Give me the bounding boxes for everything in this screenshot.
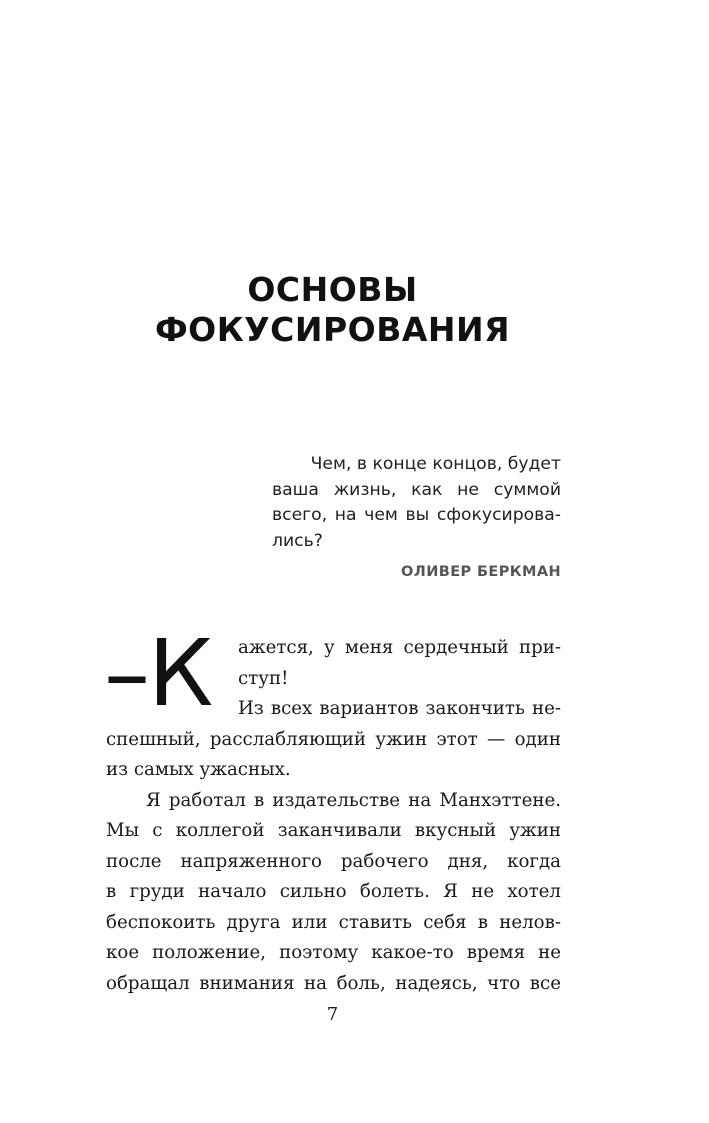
body-line: ажется, у меня сердечный при- xyxy=(238,637,561,658)
body-line: обращал внимания на боль, надеясь, что все xyxy=(106,972,561,994)
body-line: в груди начало сильно болеть. Я не хотел xyxy=(106,881,561,902)
body-line: Я работал в издательстве на Манхэттене. xyxy=(146,789,561,811)
body-text xyxy=(106,725,561,1000)
epigraph xyxy=(272,452,561,554)
chapter-title-line-2: ФОКУСИРОВАНИЯ xyxy=(154,310,511,349)
body-line: спешный, расслабляющий ужин этот — один xyxy=(106,728,561,750)
body-line: кое положение, поэтому какое-то время не xyxy=(106,942,561,963)
epigraph-author: ОЛИВЕР БЕРКМАН xyxy=(401,564,561,580)
epigraph-line: лись? xyxy=(272,530,323,551)
body-line: Мы с коллегой заканчивали вкусный ужин xyxy=(106,820,561,841)
chapter-title xyxy=(0,270,665,350)
body-line: из самых ужасных. xyxy=(106,759,291,780)
epigraph-line: ваша жизнь, как не суммой xyxy=(272,479,561,500)
epigraph-line: Чем, в конце концов, будет xyxy=(310,454,561,474)
page-number: 7 xyxy=(326,1004,339,1025)
body-line: беспокоить друга или ставить себя в нелов- xyxy=(106,911,561,933)
chapter-title-line-1: ОСНОВЫ xyxy=(247,270,418,309)
body-line: Из всех вариантов закончить не- xyxy=(238,698,561,719)
body-line: ступ! xyxy=(238,667,289,689)
drop-cap: –К xyxy=(104,620,212,727)
body-line: после напряженного рабочего дня, когда xyxy=(106,850,561,872)
epigraph-line: всего, на чем вы сфокусирова- xyxy=(272,505,561,525)
dropcap-indented-text xyxy=(238,633,561,725)
